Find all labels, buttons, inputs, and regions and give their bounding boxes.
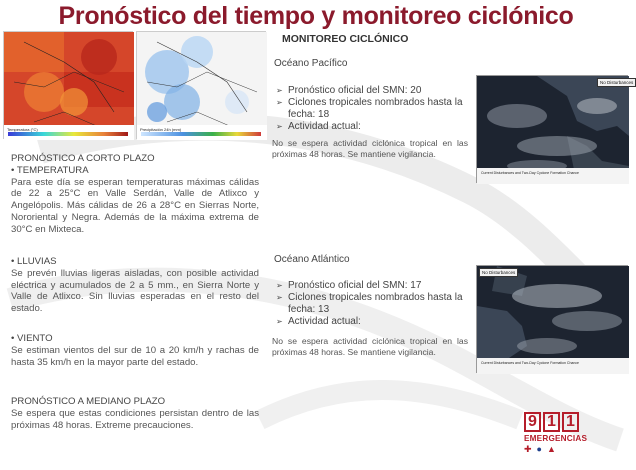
medium-term-heading: PRONÓSTICO A MEDIANO PLAZO <box>11 396 166 407</box>
atlantic-sat-legend: Current Disturbances and Two-Day Cyclone Formation Chance <box>481 361 579 365</box>
rain-section <box>11 256 259 315</box>
monitoring-title: MONITOREO CICLÓNICO <box>282 33 409 45</box>
precipitation-caption: Precipitación 24h (mm) <box>140 127 182 132</box>
pacific-note: No se espera actividad ciclónica tropical en las próximas 48 horas. Se mantiene vigilancia. <box>272 138 468 159</box>
arrow-icon: ➢ <box>276 122 283 131</box>
arrow-icon: ➢ <box>276 317 283 326</box>
wind-text: Se estiman vientos del sur de 10 a 20 km/h y rachas de hasta 35 km/h en la mayor parte del estado. <box>11 344 259 368</box>
police-icon: ● <box>536 444 542 454</box>
temperature-map <box>3 31 133 139</box>
page-title: Pronóstico del tiempo y monitoreo ciclónico <box>58 2 574 30</box>
pacific-heading: Océano Pacífico <box>274 58 348 69</box>
logo-word: EMERGENCIAS <box>524 434 588 443</box>
pacific-official: Pronóstico oficial del SMN: 20 <box>288 85 422 96</box>
pacific-satellite-image <box>476 75 634 183</box>
pacific-bullets <box>276 85 472 133</box>
precipitation-map <box>136 31 266 139</box>
wind-heading: • VIENTO <box>11 333 53 344</box>
short-term-heading: PRONÓSTICO A CORTO PLAZO <box>11 153 155 164</box>
medical-cross-icon: ✚ <box>524 444 532 454</box>
logo-digit: 9 <box>524 412 541 432</box>
wind-section <box>11 333 259 368</box>
atlantic-named: Ciclones tropicales nombrados hasta la fecha: 13 <box>288 292 463 315</box>
temperature-heading: • TEMPERATURA <box>11 164 89 176</box>
atlantic-official: Pronóstico oficial del SMN: 17 <box>288 280 422 291</box>
arrow-icon: ➢ <box>276 281 283 290</box>
arrow-icon: ➢ <box>276 293 283 302</box>
arrow-icon: ➢ <box>276 86 283 95</box>
pacific-named: Ciclones tropicales nombrados hasta la fecha: 18 <box>288 97 463 120</box>
temperature-text: Para este día se esperan temperaturas máximas cálidas de 22 a 25°C en Valle Serdán, Valle de Atlixco y Angelópolis. Más cálidas de 26 a 28°C en Sierras Norte, Nororiental y Negra. Además de la máxima extrema de 30°C en Mixteca. <box>11 176 259 235</box>
emergency-911-logo <box>524 412 588 464</box>
medium-term-section <box>11 396 259 431</box>
atlantic-note: No se espera actividad ciclónica tropical en las próximas 48 horas. Se mantiene vigilancia. <box>272 336 468 357</box>
pacific-sat-legend: Current Disturbances and Two-Day Cyclone Formation Chance <box>481 171 579 175</box>
atlantic-satellite-image <box>476 265 628 373</box>
temperature-caption: Temperatura (°C) <box>7 127 38 132</box>
logo-digit: 1 <box>543 412 560 432</box>
rain-text: Se prevén lluvias ligeras aisladas, con posible actividad eléctrica y acumulados de 2 a 5 mm., en Sierra Norte y Valle de Atlixco. Sin lluvias esperadas en el resto del estado. <box>11 267 259 315</box>
atlantic-heading: Océano Atlántico <box>274 254 350 265</box>
pacific-sat-label: No Disturbances <box>597 78 636 87</box>
rain-heading: • LLUVIAS <box>11 256 57 267</box>
medium-term-text: Se espera que estas condiciones persistan dentro de las próximas 48 horas. Extreme precauciones. <box>11 407 259 431</box>
pacific-activity: Actividad actual: <box>288 121 361 132</box>
arrow-icon: ➢ <box>276 98 283 107</box>
logo-digit: 1 <box>562 412 579 432</box>
short-term-section <box>11 153 259 236</box>
atlantic-activity: Actividad actual: <box>288 316 361 327</box>
fire-icon: ▲ <box>546 444 556 454</box>
atlantic-sat-label: No Disturbances <box>479 268 518 277</box>
atlantic-bullets <box>276 280 472 328</box>
